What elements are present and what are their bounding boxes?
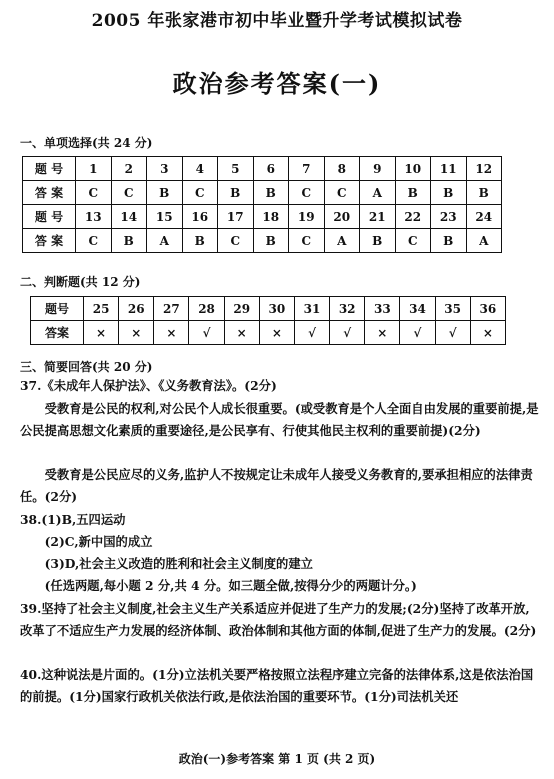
table-cell: B: [253, 181, 289, 205]
table-cell: 22: [395, 205, 431, 229]
true-false-table: [30, 296, 506, 345]
table-cell: 6: [253, 157, 289, 181]
table-cell: ×: [224, 321, 259, 345]
table-cell: 15: [147, 205, 183, 229]
table-row: [23, 181, 502, 205]
table-cell: 31: [294, 297, 329, 321]
row-header-cell: 题 号: [23, 157, 76, 181]
table-cell: A: [324, 229, 360, 253]
table-cell: B: [182, 229, 218, 253]
table-cell: √: [189, 321, 224, 345]
table-cell: B: [431, 181, 467, 205]
section2-heading: 二、判断题(共 12 分): [20, 275, 141, 289]
table-cell: 13: [76, 205, 112, 229]
table-cell: ×: [84, 321, 119, 345]
table-cell: √: [435, 321, 470, 345]
table-cell: 3: [147, 157, 183, 181]
table-cell: 10: [395, 157, 431, 181]
table-cell: 12: [466, 157, 502, 181]
table-cell: 36: [470, 297, 505, 321]
table-cell: A: [360, 181, 396, 205]
table-cell: 28: [189, 297, 224, 321]
table-cell: 21: [360, 205, 396, 229]
section3-heading: 三、简要回答(共 20 分): [20, 360, 153, 374]
table-cell: B: [147, 181, 183, 205]
row-header-cell: 题 号: [23, 205, 76, 229]
exam-title: 2005 年张家港市初中毕业暨升学考试模拟试卷: [91, 11, 463, 31]
table-cell: 4: [182, 157, 218, 181]
table-cell: C: [76, 229, 112, 253]
table-cell: 16: [182, 205, 218, 229]
q38-item-2: (2)C,新中国的成立: [44, 534, 153, 549]
section1-heading: 一、单项选择(共 24 分): [20, 136, 153, 150]
table-cell: B: [218, 181, 254, 205]
table-cell: B: [466, 181, 502, 205]
table-cell: 32: [330, 297, 365, 321]
table-cell: ×: [154, 321, 189, 345]
table-cell: 23: [431, 205, 467, 229]
table-cell: 14: [111, 205, 147, 229]
table-cell: 30: [259, 297, 294, 321]
q38-item-3: (3)D,社会主义改造的胜利和社会主义制度的建立: [44, 556, 313, 571]
table-cell: 17: [218, 205, 254, 229]
table-cell: ×: [119, 321, 154, 345]
table-cell: √: [294, 321, 329, 345]
table-cell: A: [147, 229, 183, 253]
single-choice-table: [22, 156, 502, 253]
table-cell: C: [289, 181, 325, 205]
table-cell: B: [360, 229, 396, 253]
table-cell: 11: [431, 157, 467, 181]
q39-answer: 39.坚持了社会主义制度,社会主义生产关系适应并促进了生产力的发展;(2分)坚持了改革开放,改革了不适应生产力发展的经济体制、政治体制和其他方面的体制,促进了生产力的发展。(2分): [20, 601, 537, 638]
table-row: [23, 205, 502, 229]
table-row: [31, 297, 506, 321]
table-cell: B: [431, 229, 467, 253]
row-header-cell: 答案: [31, 321, 84, 345]
page-footer: 政治(一)参考答案 第 1 页 (共 2 页): [178, 752, 376, 766]
table-cell: 27: [154, 297, 189, 321]
table-cell: C: [218, 229, 254, 253]
table-cell: 1: [76, 157, 112, 181]
table-cell: ×: [470, 321, 505, 345]
table-cell: B: [253, 229, 289, 253]
table-row: [31, 321, 506, 345]
table-row: [23, 229, 502, 253]
table-cell: 33: [365, 297, 400, 321]
table-cell: ×: [365, 321, 400, 345]
table-cell: C: [289, 229, 325, 253]
table-cell: √: [330, 321, 365, 345]
table-cell: 24: [466, 205, 502, 229]
table-cell: 8: [324, 157, 360, 181]
table-cell: B: [395, 181, 431, 205]
table-cell: C: [111, 181, 147, 205]
q38-note: (任选两题,每小题 2 分,共 4 分。如三题全做,按得分少的两题计分。): [44, 578, 417, 593]
q38-item-1: 38.(1)B,五四运动: [20, 512, 126, 527]
q37-answer: 37.《未成年人保护法》、《义务教育法》。(2分): [20, 378, 277, 393]
table-cell: C: [182, 181, 218, 205]
row-header-cell: 答 案: [23, 229, 76, 253]
table-cell: C: [395, 229, 431, 253]
answer-title: 政治参考答案(一): [172, 69, 382, 98]
row-header-cell: 题号: [31, 297, 84, 321]
table-cell: 29: [224, 297, 259, 321]
table-cell: ×: [259, 321, 294, 345]
table-cell: C: [324, 181, 360, 205]
q37-paragraph-2: 受教育是公民应尽的义务,监护人不按规定让未成年人接受义务教育的,要承担相应的法律责任。(2分): [20, 467, 533, 504]
table-cell: 5: [218, 157, 254, 181]
row-header-cell: 答 案: [23, 181, 76, 205]
q37-paragraph-1: 受教育是公民的权利,对公民个人成长很重要。(或受教育是个人全面自由发展的重要前提,是公民提高思想文化素质的重要途径,是公民享有、行使其他民主权利的重要前提)(2分): [20, 401, 539, 438]
table-cell: 20: [324, 205, 360, 229]
q40-answer: 40.这种说法是片面的。(1分)立法机关要严格按照立法程序建立完备的法律体系,这是依法治国的前提。(1分)国家行政机关依法行政,是依法治国的重要环节。(1分)司法机关还: [20, 667, 534, 704]
table-cell: 35: [435, 297, 470, 321]
table-cell: 26: [119, 297, 154, 321]
table-cell: 18: [253, 205, 289, 229]
table-cell: √: [400, 321, 435, 345]
table-cell: 19: [289, 205, 325, 229]
table-cell: 25: [84, 297, 119, 321]
table-row: [23, 157, 502, 181]
table-cell: 2: [111, 157, 147, 181]
table-cell: 34: [400, 297, 435, 321]
table-cell: C: [76, 181, 112, 205]
table-cell: 7: [289, 157, 325, 181]
table-cell: A: [466, 229, 502, 253]
table-cell: B: [111, 229, 147, 253]
table-cell: 9: [360, 157, 396, 181]
